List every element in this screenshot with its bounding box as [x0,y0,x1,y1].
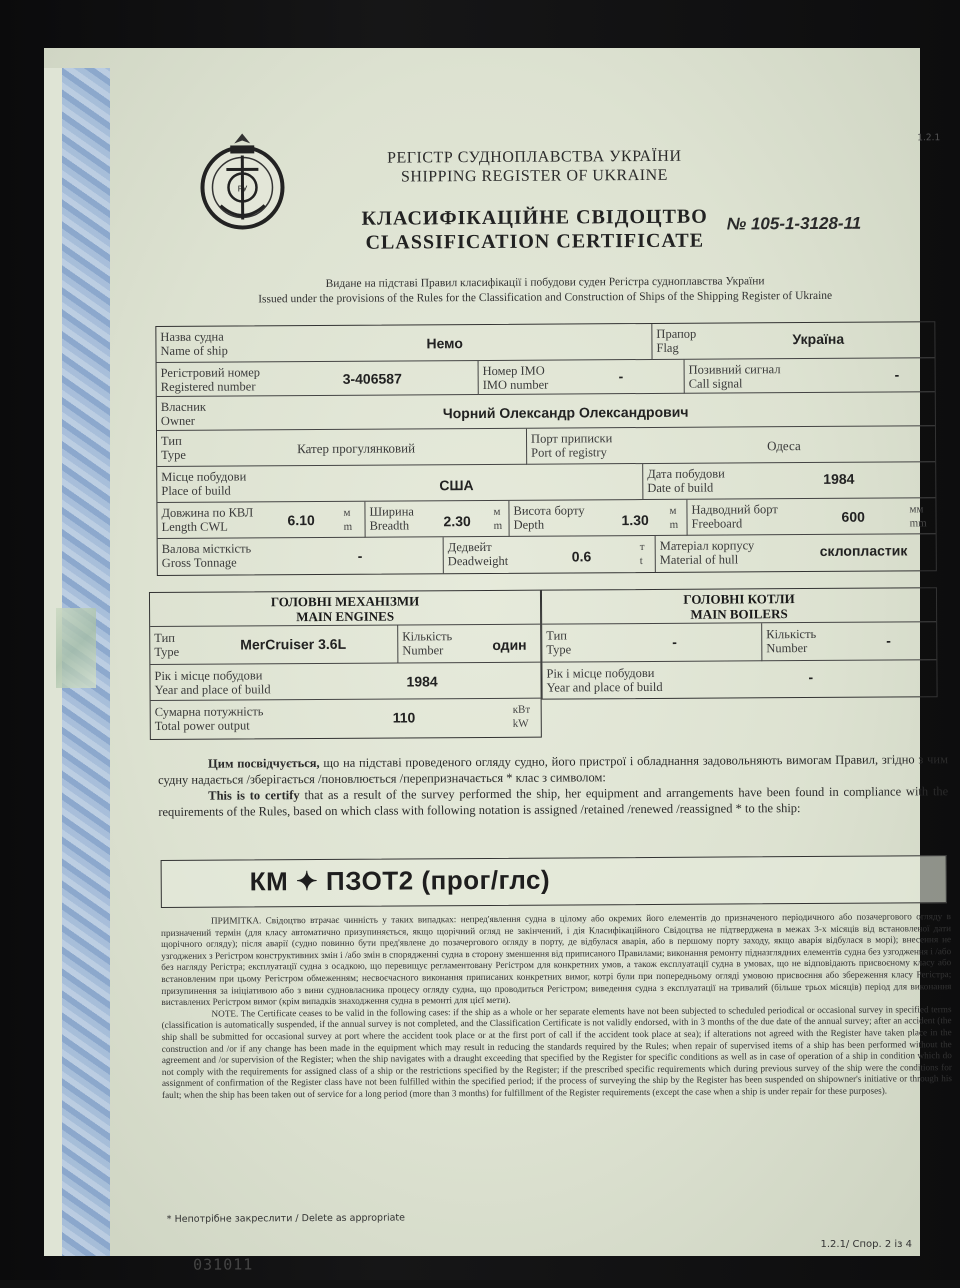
ship-particulars-table [155,321,937,576]
engine-qty-label-en: Number [402,643,452,657]
dw-value: 0.6 [572,548,592,564]
machinery-section [149,587,940,740]
engine-type-value: MerCruiser 3.6L [240,636,346,653]
breadth-label [369,504,414,532]
depth-value: 1.30 [621,512,648,528]
boiler-year-value: - [808,669,813,685]
main-engines-table [149,590,542,740]
register-title [324,146,744,187]
regno-cell [157,361,479,397]
gt-value: - [358,548,363,564]
boiler-type-label-en: Type [546,642,571,656]
certification-statement [158,751,948,820]
certificate-title [325,204,745,255]
main-boilers-table [541,587,938,699]
form-code: 1.2.1 [917,133,940,143]
gt-label-en: Gross Tonnage [162,555,252,570]
engine-power-unit [513,703,531,731]
imo-cell [479,360,685,395]
certification-uk-text: що на підставі проведеного огляду судно, його пристрої і обладнання задовольняють вимогам Правил, згідно з чим судну надається /зберігається /поновлюється /перепризначається * клас з символом: [158,752,948,787]
hull-value: склопластик [820,542,908,559]
imo-label-en: IMO number [483,378,549,392]
boiler-qty-cell [762,622,936,661]
page-reference: 1.2.1/ Спор. 2 із 4 [820,1239,912,1250]
breadth-cell [365,501,509,538]
certification-uk [158,751,948,788]
depth-label [513,503,584,531]
main-engines-title-en: MAIN ENGINES [150,608,540,625]
owner-cell [157,392,935,431]
boiler-type-cell [542,623,762,662]
unit-kw-uk: кВт [513,703,531,717]
flag-value: Україна [792,331,844,347]
length-label-uk: Довжина по КВЛ [161,505,253,520]
callsign-cell [685,358,935,394]
ship-name-label-en: Name of ship [160,344,227,358]
owner-value: Чорний Олександр Олександрович [443,404,689,422]
engine-power-label [155,704,264,733]
boiler-year-label-uk: Рік і місце побудови [546,666,662,681]
flag-label-uk: Прапор [656,327,696,341]
unit-mm-en: mm [910,516,927,530]
boiler-type-label [546,628,571,656]
port-label-uk: Порт приписки [531,431,612,445]
boiler-type-label-uk: Тип [546,628,571,642]
boiler-qty-label [766,627,816,655]
engine-qty-cell [398,625,540,664]
imo-label-uk: Номер IMO [483,364,549,378]
date-label [647,467,725,495]
engine-type-label-en: Type [154,645,179,659]
boiler-year-cell [542,660,936,698]
place-value: США [439,477,473,493]
class-notation-box [161,855,947,908]
callsign-value: - [895,366,900,382]
port-cell [527,426,935,464]
place-label [161,469,246,498]
length-label-en: Length CWL [162,519,254,534]
gt-cell [158,537,444,575]
ship-name-cell [156,324,652,363]
unit-mm-uk: мм [909,502,926,516]
engine-year-label-en: Year and place of build [155,682,271,697]
engine-type-label [154,631,179,659]
imo-value: - [619,368,624,384]
register-emblem-icon [190,129,295,234]
validity-notes [161,911,952,1101]
owner-label-en: Owner [161,414,206,428]
breadth-label-en: Breadth [370,518,415,532]
regno-label-uk: Регістровий номер [161,365,261,380]
freeboard-value: 600 [841,509,864,525]
unit-m-en: m [494,519,503,533]
certificate-number: № 105-1-3128-11 [727,214,862,235]
certification-en-text: that as a result of the survey performed the ship, her equipment and arrangements have been found in compliance with the requirements of the Rules, based on which class with following notation is assigned /retained /renewed /reassigned * to the ship: [158,784,948,819]
boiler-qty-label-uk: Кількість [766,627,816,641]
hull-label [660,538,755,567]
note-uk: ПРИМІТКА. Свідоцтво втрачає чинність у таких випадках: непред'явлення судна в цілому або окремих його елементів до призначеного періодичного або позачергового огляду в призначений термін (для класу автоматично призупиняється, якщо щорічний огляд не закінчений, і дія Класифікаційного Свідоцтва не підтверджена в межах 3-х місяців від встановленої дати щорічного огляду); після аварії (судно повинно бути пред'явлене до позачергового огляду в порту, де відбулася аварія, або в першому порту заходу, якщо аварія відбулася в морі); внесення не узгоджених з Регістром конструктивних змін і /або змін в спорядженні судна в сторону зменшення від приписаного Правилами; виконання ремонту підназглядних елементів судна без узгодження і /або без нагляду Регістра; експлуатації судна з осадкою, що перевищує регламентовану Регістром для конкретних умов, а також експлуатації судна в умовах, що не відповідають присвоєному класу або встановленим при цьому Регістром обмеженням; несвоєчасного виконання приписаних конкретних вимог, котрі були при попередньому огляді умовою присвоєння або збереження класу Регістра; призупинення за ініціативою або з вини судновласника процесу огляду судна, що проводиться Регістром; виведення судна з експлуатації на тривалий (більше трьох місяців) період для виконання виставлених Регістром вимог (крім випадків знаходження судна в ремонті для цієї мети). [161,911,952,1009]
unit-m-en: m [344,520,353,534]
freeboard-label-en: Freeboard [692,516,778,531]
svg-text:РУ: РУ [238,184,248,193]
date-label-uk: Дата побудови [647,467,725,481]
engine-power-label-en: Total power output [155,718,264,733]
engine-type-cell [150,626,398,666]
place-label-en: Place of build [161,483,246,498]
main-boilers-heading [542,588,936,624]
callsign-label [689,362,781,391]
place-cell [157,464,643,503]
engine-qty-label [402,629,452,657]
date-value: 1984 [823,471,854,487]
certificate-content [154,103,951,1288]
port-label-en: Port of registry [531,445,612,459]
freeboard-cell [687,498,935,536]
footnote: * Непотрібне закреслити / Delete as appropriate [167,1212,405,1224]
type-label-en: Type [161,448,186,462]
unit-kw-en: kW [513,717,531,731]
issued-under [155,273,935,308]
regno-value: 3-406587 [343,370,402,386]
depth-unit [669,504,678,532]
unit-m-uk: м [343,506,352,520]
certification-uk-lead: Цим посвідчується, [208,756,320,771]
hull-label-en: Material of hull [660,552,755,567]
main-boilers-title-en: MAIN BOILERS [542,605,936,622]
date-label-en: Date of build [647,481,725,495]
freeboard-unit [909,502,926,530]
engine-qty-label-uk: Кількість [402,629,452,643]
gt-label-uk: Валова місткість [162,541,252,556]
length-label [161,505,253,534]
engine-year-label [154,668,270,697]
gt-label [162,541,252,570]
ship-name-label-uk: Назва судна [160,330,227,344]
flag-cell [652,322,934,360]
regno-label-en: Registered number [161,379,261,394]
unit-m-uk: м [669,504,678,518]
ship-name-label [160,330,228,358]
unit-m-uk: м [493,505,502,519]
length-cell [157,502,365,539]
certification-en-lead: This is to certify [208,788,300,803]
flag-label-en: Flag [656,341,696,355]
freeboard-label-uk: Надводний борт [691,502,777,517]
date-cell [643,462,935,500]
engine-type-label-uk: Тип [154,631,179,645]
unit-m-en: m [670,518,679,532]
boiler-year-label-en: Year and place of build [547,680,663,695]
engine-qty-value: один [492,637,526,653]
type-label [161,434,186,462]
length-value: 6.10 [287,512,314,528]
main-engines-heading [150,591,540,627]
dw-label-uk: Дедвейт [448,540,508,554]
length-unit [343,506,352,534]
issued-under-en: Issued under the provisions of the Rules for the Classification and Construction of Ships of the Shipping Register of Ukraine [155,288,935,308]
engine-power-cell [151,699,541,739]
depth-label-uk: Висота борту [513,503,584,517]
certificate-document [44,48,920,1256]
hologram-sticker [56,608,96,688]
depth-cell [509,500,687,537]
dw-cell [444,536,656,573]
main-engines-title-uk: ГОЛОВНІ МЕХАНІЗМИ [150,593,540,610]
dw-label [448,540,509,568]
port-value: Одеса [767,439,801,453]
callsign-label-en: Call signal [689,376,781,391]
flag-label [656,327,696,355]
register-title-uk: РЕГІСТР СУДНОПЛАВСТВА УКРАЇНИ [324,146,744,168]
unit-t-uk: т [640,540,645,554]
note-en: NOTE. The Certificate ceases to be valid in the following cases: if the ship as a whole or her separate elements have not been subjected to scheduled periodical or occasional survey in specified terms (classification is automatically suspended, if the annual survey is not completed, and the Classification Certificate is not validly endorsed, with in 3 months of the due date of the annual survey; after an accident (the ship shall be submitted for occasional survey at port where the accident took place or at the first port of call if the accident took place at sea); if alterations not agreed with the Register have taken place in the construction and /or if any change has been made in the equipment which may result in reducing the standards required by the Rules; when repair of supervised items of a ship has been performed without the agreement and /or supervision of the Register; when the ship navigates with a draught exceeding that specified by the Register for specific conditions as well as in case of operation of a ship in condition which do not comply with the requirements for assigned class of a ship or the restrictions specified by the Register; if the prescribed specific requirements which during previous survey of the ship were the conditions for assignment of confirmation of the Register class have not been fulfilled within the specified period; if the process of surveying the ship by the Register has been suspended on shipowner's initiative or through his fault; when the ship has been taken out of service for a long period (more than 3 months) for fulfillment of the Register requirements (except the case when a ship is under repair for these purposes). [162,1004,953,1102]
place-label-uk: Місце побудови [161,469,246,484]
breadth-unit [493,505,502,533]
freeboard-label [691,502,778,531]
breadth-label-uk: Ширина [369,504,414,518]
type-label-uk: Тип [161,434,186,448]
engine-year-value: 1984 [406,673,437,689]
type-cell [157,429,527,467]
engine-year-cell [150,663,540,701]
certificate-title-en: CLASSIFICATION CERTIFICATE [325,228,745,255]
port-label [531,431,612,459]
owner-label [161,400,206,428]
dw-unit [640,540,645,568]
serial-number: 031011 [193,1255,253,1273]
callsign-label-uk: Позивний сигнал [689,362,781,377]
dw-label-en: Deadweight [448,554,508,568]
issued-under-uk: Видане на підставі Правил класифікації і побудови суден Регістра судноплавства України [155,273,935,293]
hull-label-uk: Матеріал корпусу [660,538,755,553]
imo-label [483,364,549,392]
owner-label-uk: Власник [161,400,206,414]
main-boilers-title-uk: ГОЛОВНІ КОТЛИ [542,590,936,607]
type-value: Катер прогулянковий [297,441,415,456]
hull-cell [656,534,936,572]
engine-power-value: 110 [393,709,416,725]
certification-en [158,783,948,820]
breadth-value: 2.30 [443,513,470,529]
regno-label [161,365,261,394]
engine-power-label-uk: Сумарна потужність [155,704,264,719]
boiler-year-label [546,666,662,695]
unit-t-en: t [640,554,645,568]
register-title-en: SHIPPING REGISTER OF UKRAINE [324,165,744,187]
boiler-qty-value: - [886,633,891,649]
engine-year-label-uk: Рік і місце побудови [154,668,270,683]
ship-name-value: Немо [426,335,463,351]
boiler-type-value: - [672,634,677,650]
boiler-qty-label-en: Number [766,641,816,655]
depth-label-en: Depth [514,517,585,531]
certificate-title-uk: КЛАСИФІКАЦІЙНЕ СВІДОЦТВО [325,204,745,231]
class-notation: КМ ✦ ПЗОТ2 (прог/глс) [250,865,551,898]
